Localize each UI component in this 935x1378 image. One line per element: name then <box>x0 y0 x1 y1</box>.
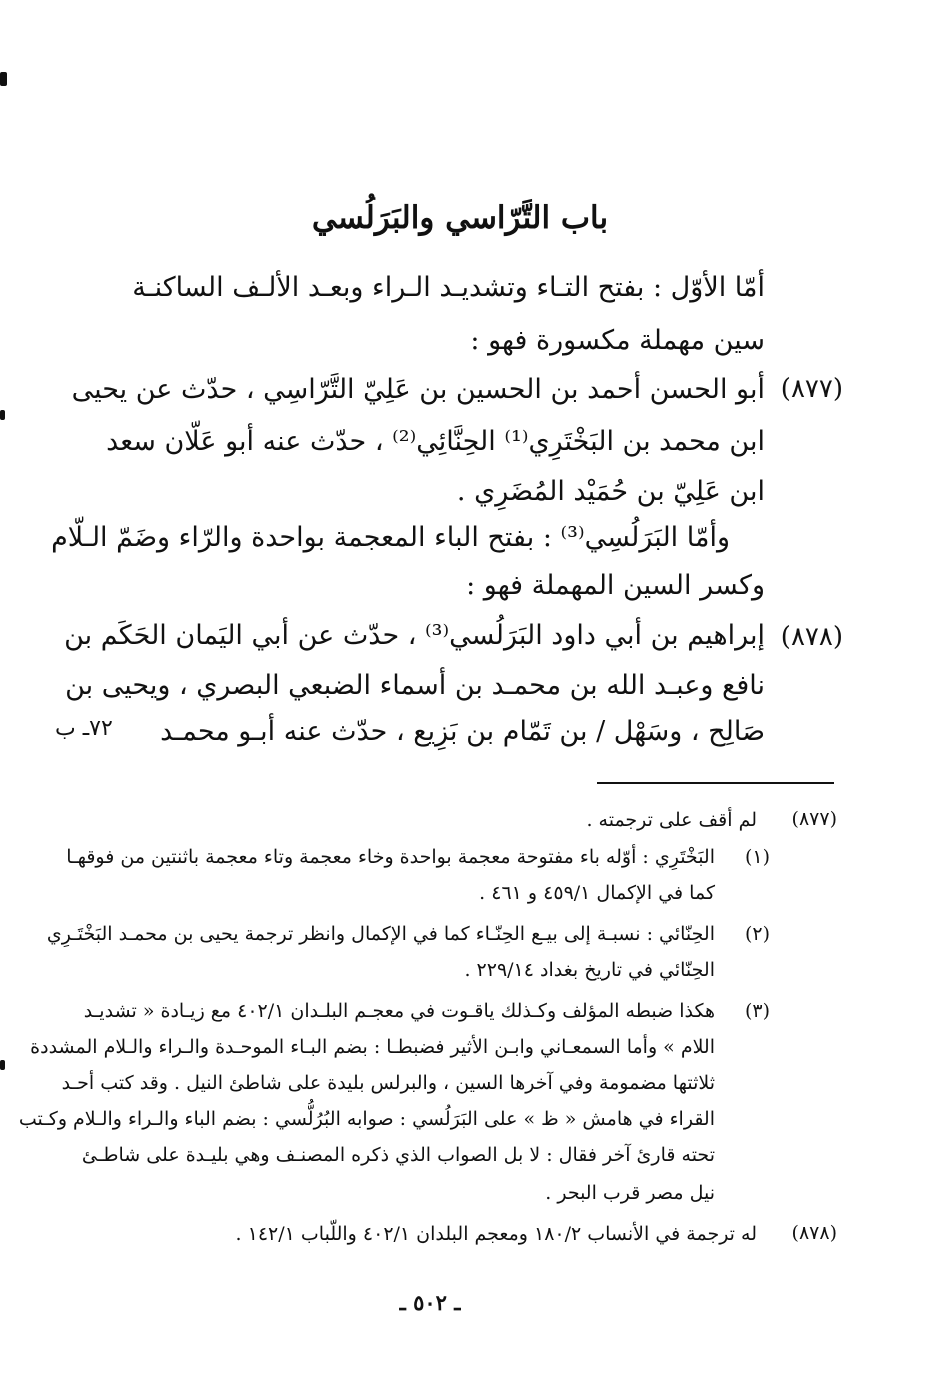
footnote-877-text: لم أقف على ترجمته . <box>586 809 757 831</box>
footnote-number-1: (١) <box>744 846 770 868</box>
intro-line-2: سين مهملة مكسورة فهو : <box>470 325 765 356</box>
entry-878-line-1: إبراهيم بن أبي داود البَرَلُسي⁽³⁾ ، حدّث عن أبي اليَمان الحَكَم بن <box>64 620 765 651</box>
footnote-1-line-1: البَخْتَرِي : أوّله باء مفتوحة معجمة بواحدة وخاء معجمة وتاء معجمة باثنتين من فوقهـا <box>66 846 715 868</box>
footnote-3-line-2: اللام » وأما السمعـاني وابـن الأثير فضبطـا : بضم البـاء الموحـدة والـراء والـلام المشددة <box>30 1036 715 1058</box>
footnote-3-line-1: هكذا ضبطه المؤلف وكـذلك ياقـوت في معجـم البلـدان ٤٠٢/١ مع زيـادة « تشديـد <box>83 1000 715 1022</box>
entry-number-878: (٨٧٨) <box>780 622 843 652</box>
footnote-3-line-3: ثلاثتها مضمومة وفي آخرها السين ، والبرلس بليدة على شاطئ النيل . وقد كتب أحـد <box>61 1072 715 1094</box>
footnote-number-3: (٣) <box>744 1000 770 1022</box>
footnote-number-878: (٨٧٨) <box>791 1222 837 1244</box>
entry-878-line-3: صَالِح ، وسَهْل / بن تَمّام بن بَزِيع ، حدّث عنه أبـو محمـد <box>160 716 765 747</box>
second-intro-line-2: وكسر السين المهملة فهو : <box>466 570 765 601</box>
edge-mark-bottom <box>0 1060 5 1070</box>
second-intro-line-1: وأمّا البَرَلُسِي⁽³⁾ : بفتح الباء المعجمة بواحدة والرّاء وضَمّ الـلّام <box>51 522 730 553</box>
entry-877-line-2: ابن محمد بن البَخْتَرِي⁽¹⁾ الحِنَّائِي⁽²⁾ ، حدّث عنه أبو عَلّان سعد <box>106 426 765 457</box>
footnote-number-2: (٢) <box>744 923 770 945</box>
entry-877-line-1: أبو الحسن أحمد بن الحسين بن عَلِيّ التَّرّاسِي ، حدّث عن يحيى <box>71 374 765 405</box>
entry-878-line-2: نافع وعبـد الله بن محمـد بن أسماء الضبعي البصري ، ويحيى بن <box>65 670 765 701</box>
footnote-number-877: (٨٧٧) <box>791 808 837 830</box>
edge-mark-top <box>0 72 7 86</box>
footnote-1-line-2: كما في الإكمال ٤٥٩/١ و ٤٦١ . <box>479 882 715 904</box>
margin-folio-note: ٧٢ـ ب <box>55 716 113 741</box>
footnote-separator <box>597 782 834 784</box>
edge-mark-middle <box>0 410 5 420</box>
entry-877-line-3: ابن عَلِيّ بن حُمَيْد المُضَرِي . <box>456 476 765 507</box>
entry-number-877: (٨٧٧) <box>780 374 843 404</box>
footnote-878-text: له ترجمة في الأنساب ١٨٠/٢ ومعجم البلدان ٤٠٢/١ واللّباب ١٤٢/١ . <box>235 1223 757 1245</box>
footnote-2-line-1: الحِنّائي : نسبـة إلى بيـع الحِنّـاء كما في الإكمال وانظر ترجمة يحيى بن محمـد البَخْتَـرِي <box>46 923 715 945</box>
footnote-3-line-6: نيل مصر قرب البحر . <box>545 1182 715 1204</box>
footnote-3-line-5: تحته قارئ آخر فقال : لا بل الصواب الذي ذكره المصنـف وهي بليـدة على شاطـئ <box>81 1144 715 1166</box>
intro-line-1: أمّا الأوّل : بفتح التـاء وتشديـد الـراء وبعـد الألـف الساكنـة <box>132 272 765 303</box>
footnote-3-line-4: القراء في هامش « ظ » على البَرَلُسي : صوابه البُرُلُّسي : بضم الباء والـراء والـلام وكـتب <box>18 1108 715 1130</box>
chapter-heading: باب التَّرّاسي والبَرَلُسي <box>311 200 609 236</box>
footnote-2-line-2: الحِنّائي في تاريخ بغداد ٢٢٩/١٤ . <box>464 959 715 981</box>
page-number: ـ ٥٠٢ ـ <box>399 1290 461 1315</box>
